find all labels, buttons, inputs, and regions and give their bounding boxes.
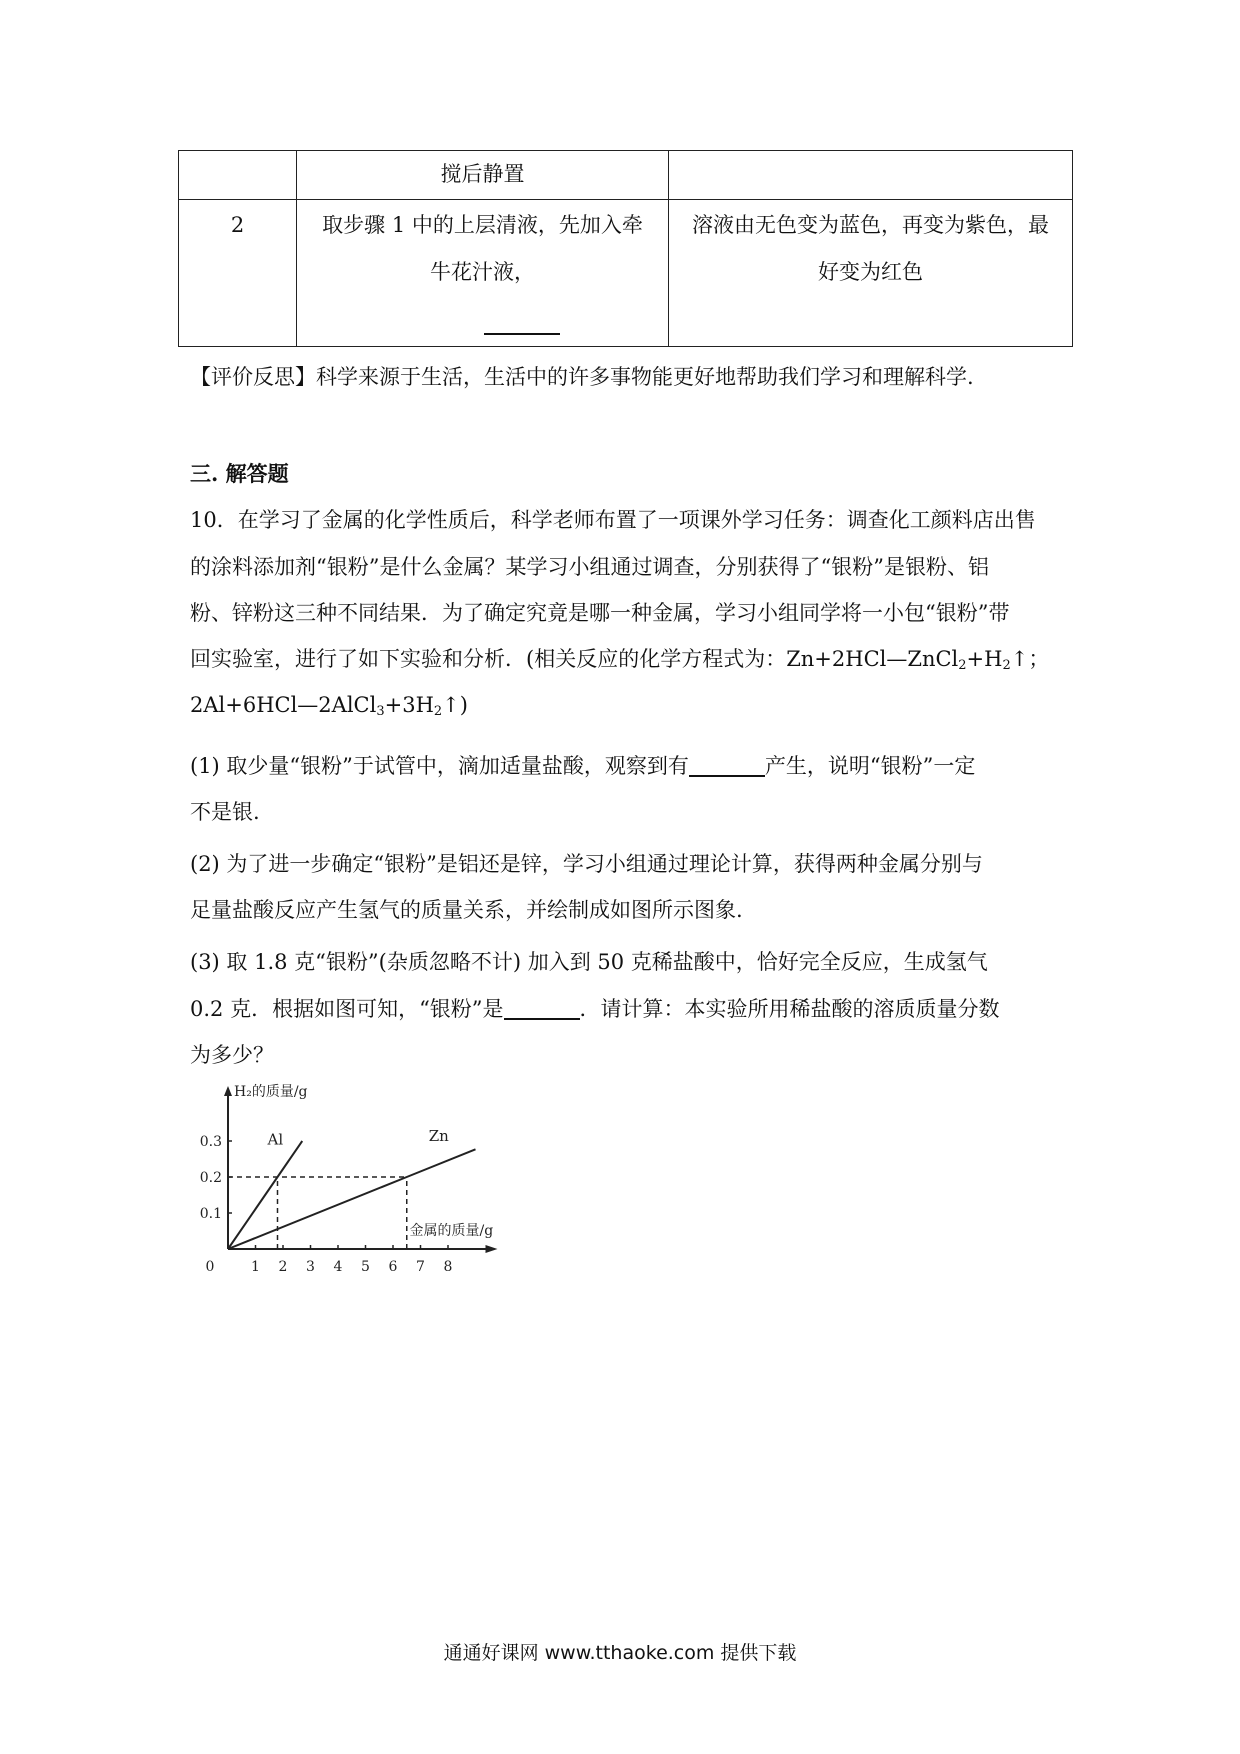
q10-line1: 10．在学习了金属的化学性质后，科学老师布置了一项课外学习任务：调查化工颜料店出售 (190, 508, 1036, 532)
x-tick-label: 0 (205, 1259, 215, 1275)
section-title: 三. 解答题 (190, 461, 289, 486)
series-line-al (228, 1141, 302, 1249)
x-tick-label: 1 (251, 1259, 260, 1275)
x-tick-label: 8 (443, 1259, 453, 1275)
h2-mass-chart (190, 1082, 550, 1282)
x-tick-label: 4 (333, 1259, 343, 1275)
x-axis-label: 金属的质量/g (409, 1223, 494, 1239)
y-tick-label: 0.3 (199, 1134, 222, 1150)
q10-part1-cont: 不是银. (190, 800, 260, 824)
x-tick-label: 6 (388, 1259, 398, 1275)
table-cell-result-row1-line2: 好变为红色 (818, 260, 923, 284)
y-axis-label: H₂的质量/g (234, 1084, 308, 1100)
x-tick-label: 5 (361, 1259, 370, 1275)
y-tick-label: 0.2 (199, 1170, 222, 1186)
q10-part2-line1: (2) 为了进一步确定“银粉”是铝还是锌，学习小组通过理论计算，获得两种金属分别与 (190, 852, 983, 876)
q10-part3-line3: 为多少？ (190, 1043, 274, 1067)
table-cell-step-row1-line1: 取步骤 1 中的上层清液，先加入牵 (322, 213, 643, 237)
q10-part3-line1: (3) 取 1.8 克“银粉”(杂质忽略不计) 加入到 50 克稀盐酸中，恰好完全反应，生成氢气 (190, 950, 988, 974)
series-label-al: Al (267, 1130, 284, 1149)
x-tick-label: 7 (416, 1259, 425, 1275)
y-tick-label: 0.1 (199, 1206, 222, 1222)
answer-blank-part1[interactable] (689, 753, 765, 777)
table-cell-result-row1-line1: 溶液由无色变为蓝色，再变为紫色，最 (692, 213, 1049, 237)
q10-line5: $2Al+6HCl—2AlCl_3+3H_2↑$) (190, 693, 468, 719)
q10-part3-line2: 0.2 克．根据如图可知，“银粉”是 ．请计算：本实验所用稀盐酸的溶质质量分数 (190, 997, 1000, 1021)
q10-part1: (1) 取少量“银粉”于试管中，滴加适量盐酸，观察到有 产生，说明“银粉”一定 (190, 754, 976, 778)
table-cell-num-row1: 2 (230, 213, 245, 237)
table-cell-step-row0: 搅后静置 (440, 162, 525, 186)
series-label-zn: Zn (428, 1127, 449, 1145)
x-axis-arrow (486, 1245, 498, 1253)
answer-blank-part3[interactable] (504, 996, 580, 1020)
q10-part2-line2: 足量盐酸反应产生氢气的质量关系，并绘制成如图所示图象. (190, 898, 743, 922)
q10-line3: 粉、锌粉这三种不同结果．为了确定究竟是哪一种金属，学习小组同学将一小包“银粉”带 (190, 601, 1010, 625)
experiment-table (178, 150, 1073, 347)
q10-line4: 回实验室，进行了如下实验和分析．(相关反应的化学方程式为：$Zn+2HCl—ZnCl_2+H_2↑$； (190, 647, 1050, 673)
x-tick-label: 3 (306, 1259, 315, 1275)
footer-text: 通通好课网 www.tthaoke.com 提供下载 (443, 1642, 797, 1664)
answer-blank-row1[interactable] (484, 333, 560, 335)
q10-line2: 的涂料添加剂“银粉”是什么金属？某学习小组通过调查，分别获得了“银粉”是银粉、铝 (190, 555, 989, 579)
reflection-text: 【评价反思】科学来源于生活，生活中的许多事物能更好地帮助我们学习和理解科学. (190, 365, 974, 389)
table-cell-step-row1-line2: 牛花汁液， (430, 260, 535, 284)
y-axis-arrow (224, 1086, 232, 1096)
x-tick-label: 2 (278, 1259, 288, 1275)
